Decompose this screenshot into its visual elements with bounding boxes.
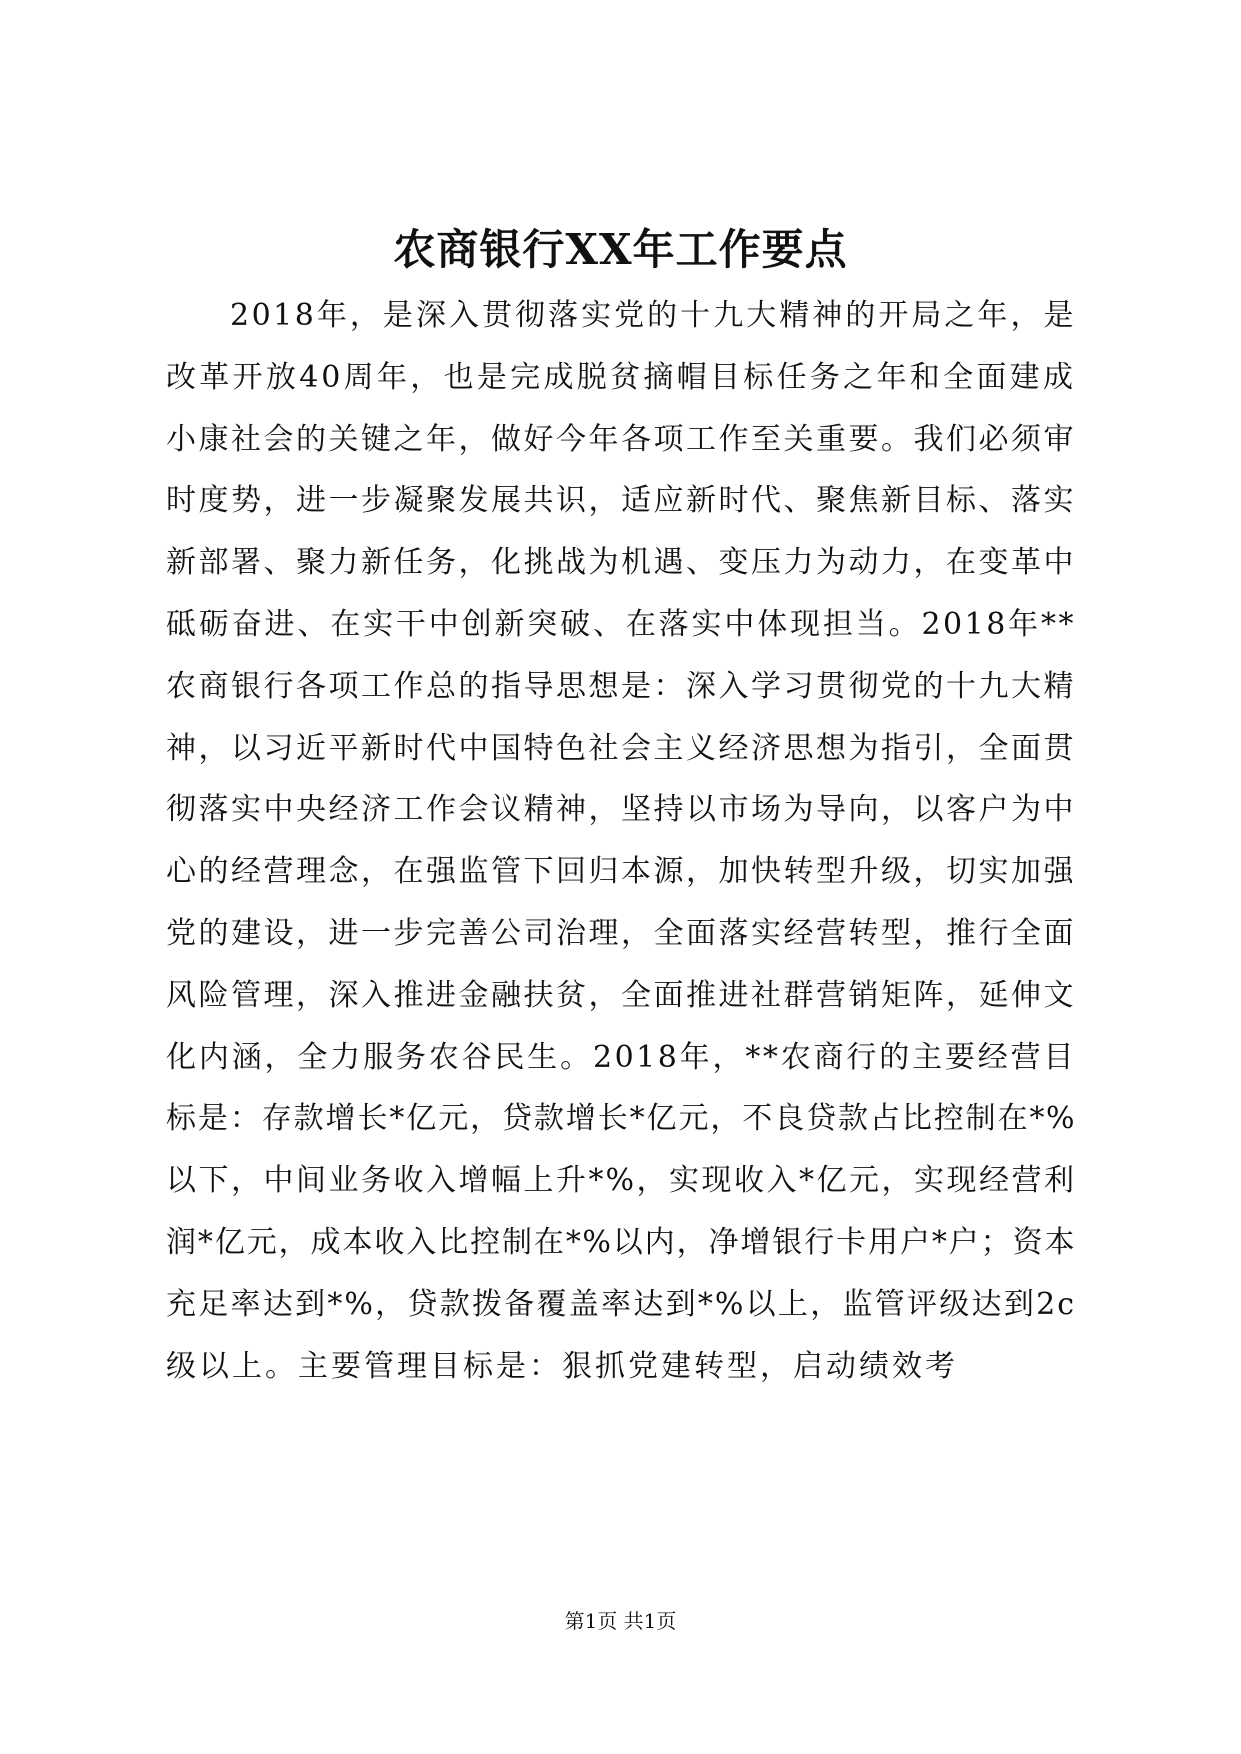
paragraph-line: 2018年，是深入贯彻落实党的十九大精神的开局之年，是 bbox=[230, 298, 1076, 333]
paragraph-line: 以下，中间业务收入增幅上升*%，实现收入*亿元，实现经营利 bbox=[166, 1163, 1076, 1199]
paragraph-line: 化内涵，全力服务农谷民生。2018年，**农商行的主要经营目 bbox=[166, 1039, 1076, 1075]
paragraph-line: 级以上。主要管理目标是：狠抓党建转型，启动绩效考 bbox=[166, 1348, 958, 1384]
paragraph-line: 砥砺奋进、在实干中创新突破、在落实中体现担当。2018年** bbox=[166, 606, 1076, 642]
paragraph-line: 党的建设，进一步完善公司治理，全面落实经营转型，推行全面 bbox=[166, 915, 1076, 951]
paragraph-line: 彻落实中央经济工作会议精神，坚持以市场为导向，以客户为中 bbox=[166, 792, 1076, 828]
paragraph-line: 心的经营理念，在强监管下回归本源，加快转型升级，切实加强 bbox=[166, 854, 1076, 890]
paragraph-line: 充足率达到*%，贷款拨备覆盖率达到*%以上，监管评级达到2c bbox=[166, 1286, 1076, 1322]
page-number: 第1页 共1页 bbox=[564, 1609, 677, 1633]
paragraph-line: 时度势，进一步凝聚发展共识，适应新时代、聚焦新目标、落实 bbox=[166, 483, 1076, 519]
document-title: 农商银行XX年工作要点 bbox=[393, 225, 848, 274]
paragraph-line: 新部署、聚力新任务，化挑战为机遇、变压力为动力，在变革中 bbox=[166, 545, 1076, 581]
paragraph-line: 改革开放40周年，也是完成脱贫摘帽目标任务之年和全面建成 bbox=[166, 359, 1076, 395]
body-paragraph bbox=[166, 296, 1076, 1408]
paragraph-line: 神，以习近平新时代中国特色社会主义经济思想为指引，全面贯 bbox=[166, 730, 1076, 766]
paragraph-line: 润*亿元，成本收入比控制在*%以内，净增银行卡用户*户；资本 bbox=[166, 1224, 1076, 1260]
paragraph-line: 农商银行各项工作总的指导思想是：深入学习贯彻党的十九大精 bbox=[166, 668, 1076, 704]
paragraph-line: 风险管理，深入推进金融扶贫，全面推进社群营销矩阵，延伸文 bbox=[166, 977, 1076, 1013]
paragraph-line: 标是：存款增长*亿元，贷款增长*亿元，不良贷款占比控制在*% bbox=[166, 1101, 1076, 1137]
paragraph-line: 小康社会的关键之年，做好今年各项工作至关重要。我们必须审 bbox=[166, 421, 1076, 457]
